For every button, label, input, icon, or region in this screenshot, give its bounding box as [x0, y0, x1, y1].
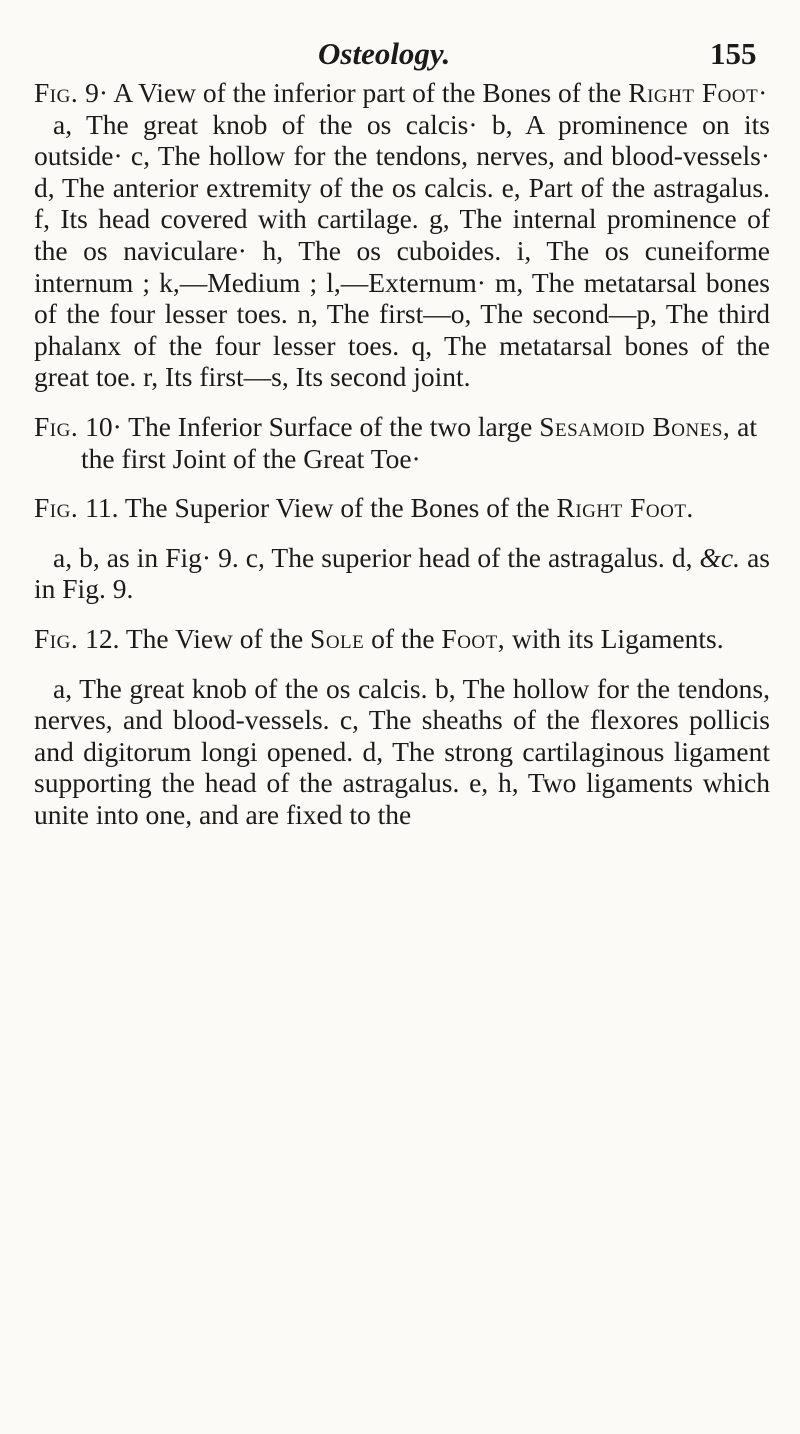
- fig-10-number: 10·: [85, 410, 122, 442]
- fig-12-title-end: with its Ligaments.: [512, 622, 724, 654]
- fig-12-heading: [34, 623, 770, 655]
- running-head-title: Osteology.: [318, 36, 451, 71]
- fig-11-heading: [34, 492, 770, 524]
- running-head: [0, 34, 800, 74]
- fig-10-title-end: at the first Joint of the Great Toe·: [81, 410, 758, 474]
- fig-11-number: 11.: [85, 492, 119, 524]
- page-number: 155: [710, 36, 757, 71]
- fig-11-etc: &c.: [699, 541, 741, 573]
- fig-10-label: Fig.: [34, 410, 79, 442]
- fig-11-title-smallcaps: Right Foot.: [556, 492, 694, 524]
- fig-9-title-smallcaps: Right Foot·: [628, 77, 768, 108]
- fig-9-description: a, The great knob of the os calcis· b, A prominence on its outside· c, The hollow for the tendons, nerves, and blood-vessels· d, The anterior extremity of the os calcis. e, Part of the astragalus. f, Its head covered with cartilage. g, The internal prominence of the os naviculare· h, The os cuboides. i, The os cuneiforme internum ; k,—Medium ; l,—Externum· m, The metatarsal bones of the four lesser toes. n, The first—o, The second—p, The third phalanx of the four lesser toes. q, The metatarsal bones of the great toe. r, Its first—s, Its second joint.: [34, 108, 770, 393]
- fig-12-description: a, The great knob of the os calcis. b, The hollow for the tendons, nerves, and blood-vessels. c, The sheaths of the flexores pollicis and digitorum longi opened. d, The strong cartilaginous ligament supporting the head of the astragalus. e, h, Two ligaments which unite into one, and are fixed to the: [34, 672, 770, 830]
- fig-10-title: The Inferior Surface of the two large: [128, 410, 533, 442]
- fig-12-title-smallcaps-2: Foot,: [441, 622, 506, 654]
- fig-12-number: 12.: [85, 622, 120, 654]
- fig-12-title-smallcaps: Sole: [310, 622, 365, 654]
- fig-11-title: The Superior View of the Bones of the: [124, 492, 550, 524]
- fig-9-label: Fig.: [34, 77, 79, 108]
- fig-12-label: Fig.: [34, 622, 79, 654]
- fig-9-number: 9·: [85, 77, 109, 108]
- fig-11-text: a, b, as in Fig· 9. c, The superior head of the astragalus. d,: [53, 541, 693, 573]
- fig-11-text-end: as in Fig. 9.: [34, 541, 771, 605]
- fig-11-description: [34, 542, 770, 605]
- fig-10-heading: [34, 411, 770, 474]
- fig-12-title-mid: of the: [371, 622, 435, 654]
- fig-12-title: The View of the: [125, 622, 304, 654]
- body-text: [34, 77, 770, 830]
- fig-9-heading: [34, 77, 770, 109]
- fig-11-label: Fig.: [34, 492, 79, 524]
- fig-9-title: A View of the inferior part of the Bones of the: [113, 77, 622, 108]
- fig-10-title-smallcaps: Sesamoid Bones,: [539, 410, 731, 442]
